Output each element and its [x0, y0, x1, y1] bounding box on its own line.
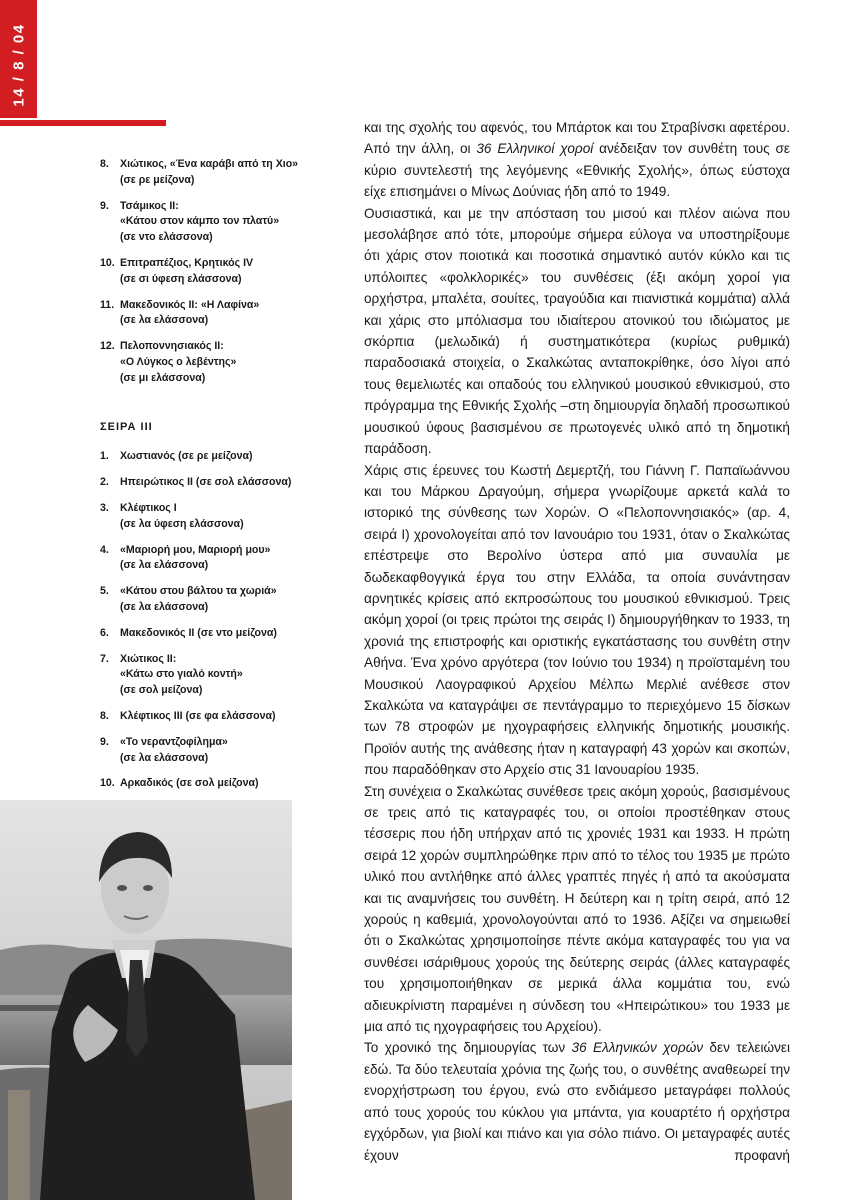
- item-line: Χωστιανός (σε ρε μείζονα): [120, 450, 253, 463]
- item-title: [120, 543, 330, 575]
- list-item: [100, 543, 330, 575]
- item-line: «Το νεραντζοφίλημα»: [120, 735, 228, 748]
- series-iii-list: [100, 449, 330, 859]
- item-title: [120, 626, 330, 642]
- item-number: 5.: [100, 585, 109, 598]
- item-title: [120, 735, 330, 767]
- item-number: 9.: [100, 199, 109, 212]
- list-item: [100, 652, 330, 699]
- item-line: «Κάτω στο γιαλό κοντή»: [120, 668, 243, 681]
- item-line: Κλέφτικος Ι: [120, 501, 177, 514]
- list-item: [100, 735, 330, 767]
- item-line: Χιώτικος, «Ένα καράβι από τη Χιο»: [120, 158, 299, 170]
- issue-date: 14 / 8 / 04: [10, 23, 27, 107]
- item-line: (σε λα ελάσσονα): [120, 559, 209, 572]
- item-title: [120, 475, 330, 491]
- item-line: (σε ντο ελάσσονα): [120, 231, 213, 244]
- item-line: Αρκαδικός (σε σολ μείζονα): [120, 777, 259, 790]
- list-item: [100, 449, 330, 465]
- paragraph: Το χρονικό της δημιουργίας των 36 Ελληνικών χορών δεν τελειώνει εδώ. Τα δύο τελευταία χρόνια της ζωής του, ο συνθέτης αναθεωρεί την ενορχήστρωση του έργου, ενώ στο ενδιάμεσο μεταγράφει πολλούς από τους χορούς του κύκλου για μπάντα, για κουαρτέτο ή ορχήστρα εγχόρδων, για βιολί και πιάνο και για σόλο πιάνο. Οι μεταγραφές αυτές έχουν προφανή: [364, 1040, 791, 1163]
- item-number: 10.: [100, 256, 115, 269]
- item-title: [120, 199, 330, 246]
- item-number: 11.: [100, 298, 115, 311]
- item-line: Μακεδονικός ΙΙ (σε ντο μείζονα): [120, 626, 277, 639]
- paragraph: Στη συνέχεια ο Σκαλκώτας συνέθεσε τρεις ακόμη χορούς, βασισμένους σε τρεις από τις καταγραφές του, οι οποίοι προστέθηκαν στους τέσσερις που ήδη υπήρχαν από τις χρονιές 1931 και 1933. Η πρώτη σειρά 12 χορών συμπληρώθηκε πριν από το τέλος του 1935 με πρώτο υλικό που αντλήθηκε από άλλες γραπτές πηγές ή από τα ακούσματα και τις αναμνήσεις του συνθέτη. Η δεύτερη και η τρίτη σειρά, από 12 χορούς η καθεμιά, χρονολογούνται από το 1936. Αξίζει να σημειωθεί ότι ο Σκαλκώτας χρησιμοποίησε πέντε ακόμα καταγραφές του για να συνθέσει ισάριθμους χορούς της δεύτερης σειράς (άλλες καταγραφές του χρησιμοποιήθηκαν σε μερικά άλλα κομμάτια του, ενώ αδιευκρίνιστη παραμένει η σύνδεση του «Ηπειρώτικου» του 1933 με μια από τις ηχογραφήσεις του Αρχείου).: [364, 783, 790, 1035]
- list-item: [100, 501, 330, 533]
- item-title: [120, 652, 330, 699]
- item-line: Μακεδονικός ΙΙ: «Η Λαφίνα»: [120, 298, 260, 311]
- item-title: [120, 157, 330, 189]
- item-line: (σε σολ μείζονα): [120, 684, 203, 697]
- item-title: [120, 584, 330, 616]
- item-line: Ηπειρώτικος ΙΙ (σε σολ ελάσσονα): [120, 476, 292, 489]
- item-title: [120, 449, 330, 465]
- paragraph: και της σχολής του αφενός, του Μπάρτοκ και του Στραβίνσκι αφετέρου. Από την άλλη, οι 36 Ελληνικοί χοροί ανέδειξαν τον συνθέτη τους σε κύριο συντελεστή της λεγόμενης «Εθνικής Σχολής», όπως εύστοχα είχε επισημάνει ο Μίνως Δούνιας ήδη από το 1949.: [364, 120, 790, 200]
- item-title: [120, 776, 330, 792]
- list-item: [100, 157, 330, 189]
- list-item: [100, 199, 330, 246]
- list-item: [100, 584, 330, 616]
- item-line: Χιώτικος ΙΙ:: [120, 652, 177, 665]
- item-line: «Μαριορή μου, Μαριορή μου»: [120, 543, 271, 556]
- item-number: 4.: [100, 543, 109, 556]
- item-number: 3.: [100, 501, 109, 514]
- item-number: 8.: [100, 709, 109, 722]
- list-item: [100, 709, 330, 725]
- item-number: 8.: [100, 158, 109, 170]
- series-iii-title: ΣΕΙΡΑ ΙΙΙ: [100, 420, 153, 433]
- item-line: «Κάτου στον κάμπο τον πλατύ»: [120, 215, 280, 228]
- dance-list: [100, 157, 330, 860]
- paragraph: Ουσιαστικά, και με την απόσταση του μισού και πλέον αιώνα που μεσολάβησε από τότε, μπορούμε σήμερα εύλογα να υποστηρίξουμε ότι χάρις στον ποιοτικά και ποσοτικά σημαντικό αυτόν κύκλο και τις υπόλοιπες «φολκλορικές» του συνθέσεις (έξι ακόμη χοροί για ορχήστρα, μπαλέτα, σουίτες, τραγούδια και πιανιστικά κομμάτια) αλλά και χάρις στο μπόλιασμα του ιδιαίτερου ατονικού του ιδιώματος με σκόρπια (μελωδικά) ή συστηματικότερα (κυρίως ρυθμικά) παραδοσιακά στοιχεία, ο Σκαλκώτας ανταποκρίθηκε, όσο λίγοι από τους θεμελιωτές και οπαδούς του ελληνικού μουσικού εθνικισμού, στο πρόγραμμα της Εθνικής Σχολής –στη δημιουργία δηλαδή προσωπικού μουσικού ύφους βασισμένου σε πρωτογενές υλικό από τη δημοτική παράδοση.: [364, 205, 790, 457]
- list-item: [100, 475, 330, 491]
- article-body: [364, 117, 790, 1166]
- list-item: [100, 776, 330, 792]
- item-number: 6.: [100, 626, 109, 639]
- item-line: (σε σι ύφεση ελάσσονα): [120, 272, 242, 285]
- item-line: Επιτραπέζιος, Κρητικός IV: [120, 256, 254, 269]
- item-line: (σε λα ελάσσονα): [120, 751, 209, 764]
- composer-portrait-photo: [0, 800, 292, 1200]
- item-line: Πελοποννησιακός ΙΙ:: [120, 340, 224, 353]
- item-number: 2.: [100, 476, 109, 489]
- item-number: 10.: [100, 777, 115, 790]
- series-ii-list: [100, 157, 330, 387]
- item-title: [120, 709, 330, 725]
- item-number: 1.: [100, 450, 109, 463]
- paragraph: Χάρις στις έρευνες του Κωστή Δεμερτζή, του Γιάννη Γ. Παπαϊωάννου και του Μάρκου Δραγούμη, σήμερα γνωρίζουμε αρκετά καλά το ιστορικό της σύνθεσης των Χορών. Ο «Πελοποννησιακός» (αρ. 4, σειρά Ι) χρονολογείται από τον Ιανουάριο του 1931, όταν ο Σκαλκώτας επέστρεψε στο Βερολίνο ύστερα από μια συναυλία με δωδεκαφθογγικά έργα του στην Ελλάδα, τα οποία συνάντησαν αρνητικές κρίσεις από εκπροσώπους του μουσικού εθνικισμού. Τρεις ακόμη χοροί (οι τρεις πρώτοι της σειράς Ι) δημιουργήθηκαν το 1933, τη χρονιά της επιστροφής και οριστικής εγκατάστασης του συνθέτη στην Αθήνα. Ένα χρόνο αργότερα (τον Ιούνιο του 1934) η προϊσταμένη του Μουσικού Λαογραφικού Αρχείου Μέλπω Μερλιέ ανέθεσε στον Σκαλκώτα να καταγράψει σε πεντάγραμμο το περιεχόμενο 15 δίσκων των 78 στροφών με ηχογραφήσεις ελληνικής δημοτικής μουσικής. Προϊόν αυτής της ανάθεσης ήταν η καταγραφή 43 χορών και σκοπών, που παραδόθηκαν στο Αρχείο στις 31 Ιανουαρίου 1935.: [364, 462, 790, 778]
- item-line: (σε λα ύφεση ελάσσονα): [120, 517, 244, 530]
- list-item: [100, 298, 330, 330]
- item-line: (σε λα ελάσσονα): [120, 314, 209, 327]
- item-title: [120, 298, 330, 330]
- red-rule: [0, 120, 166, 126]
- list-item: [100, 339, 330, 386]
- item-line: Κλέφτικος ΙΙΙ (σε φα ελάσσονα): [120, 709, 276, 722]
- item-line: (σε ρε μείζονα): [120, 173, 195, 186]
- item-number: 7.: [100, 652, 109, 665]
- list-item: [100, 256, 330, 288]
- item-title: [120, 256, 330, 288]
- item-line: (σε μι ελάσσονα): [120, 371, 206, 384]
- item-line: «Ο Λύγκος ο λεβέντης»: [120, 355, 237, 368]
- item-line: «Κάτου στου βάλτου τα χωριά»: [120, 585, 277, 598]
- item-line: Τσάμικος ΙΙ:: [120, 199, 179, 212]
- item-number: 9.: [100, 735, 109, 748]
- item-title: [120, 339, 330, 386]
- item-title: [120, 501, 330, 533]
- list-item: [100, 626, 330, 642]
- item-line: (σε λα ελάσσονα): [120, 600, 209, 613]
- date-tab: [0, 0, 37, 118]
- item-number: 12.: [100, 340, 115, 353]
